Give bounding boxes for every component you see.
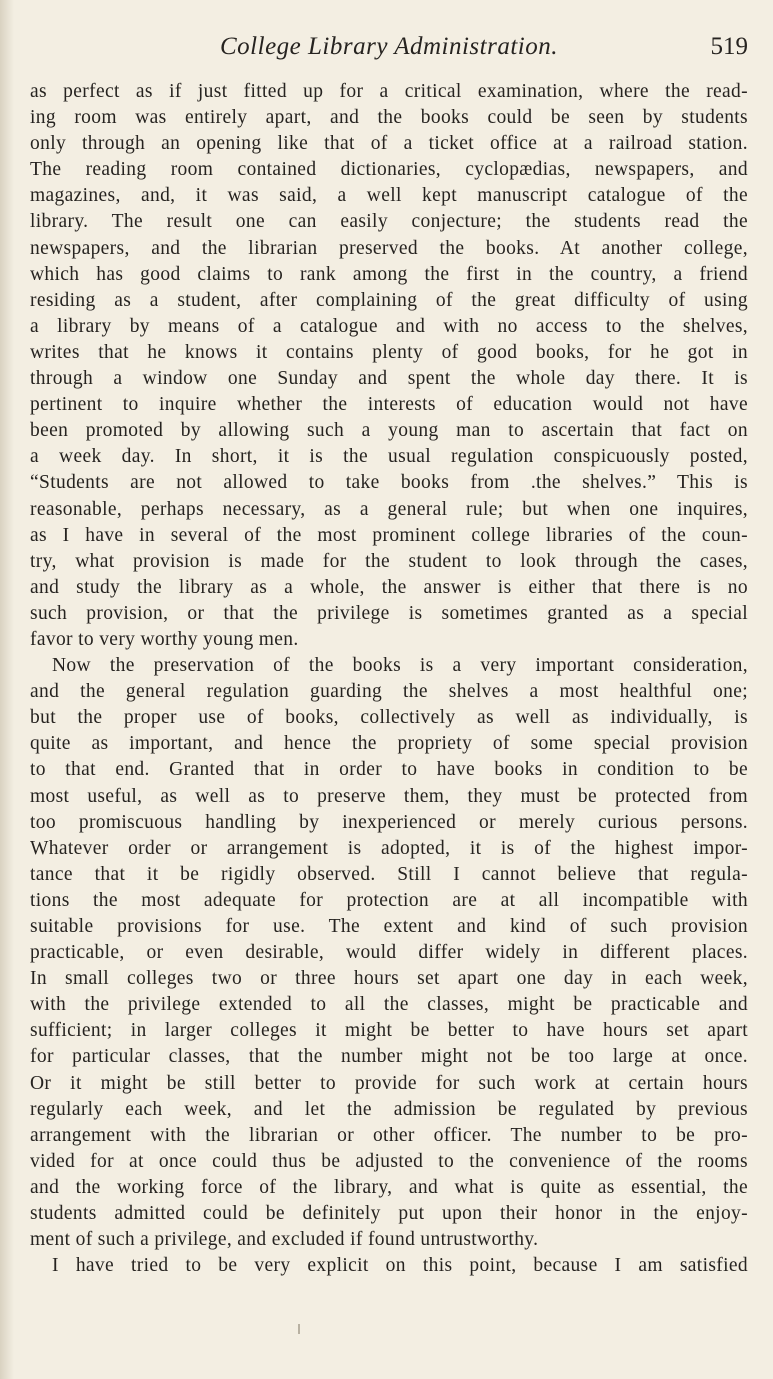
text-line: try, what provision is made for the student to look through the cases, [30, 550, 748, 572]
text-line: a week day. In short, it is the usual regulation conspicuously posted, [30, 446, 748, 468]
text-line: The reading room contained dictionaries, cyclopædias, newspapers, and [30, 159, 748, 181]
text-line: students admitted could be definitely put upon their honor in the enjoy- [30, 1203, 748, 1225]
page-header [30, 30, 748, 64]
text-line: regularly each week, and let the admission be regulated by previous [30, 1098, 748, 1120]
text-line: with the privilege extended to all the classes, might be practicable and [30, 994, 748, 1016]
gutter-shadow [0, 0, 14, 1379]
text-line: practicable, or even desirable, would differ widely in different places. [30, 942, 748, 964]
text-line: such provision, or that the privilege is sometimes granted as a special [30, 602, 748, 624]
text-line: library. The result one can easily conjecture; the students read the [30, 211, 748, 233]
text-line: only through an opening like that of a ticket office at a railroad station. [30, 133, 748, 155]
text-line: for particular classes, that the number might not be too large at once. [30, 1046, 748, 1068]
text-line: been promoted by allowing such a young man to ascertain that fact on [30, 420, 748, 442]
text-line: newspapers, and the librarian preserved the books. At another college, [30, 237, 748, 259]
text-line: reasonable, perhaps necessary, as a general rule; but when one inquires, [30, 498, 748, 520]
paragraph-end-line: favor to very worthy young men. [30, 628, 299, 650]
text-line: quite as important, and hence the propriety of some special provision [30, 733, 748, 755]
text-line: to that end. Granted that in order to have books in condition to be [30, 759, 748, 781]
text-line: tions the most adequate for protection are at all incompatible with [30, 889, 748, 911]
paragraph-end-line: ment of such a privilege, and excluded if found untrustworthy. [30, 1229, 539, 1251]
text-line: arrangement with the librarian or other officer. The number to be pro- [30, 1124, 748, 1146]
text-line: most useful, as well as to preserve them, they must be protected from [30, 785, 748, 807]
text-line: a library by means of a catalogue and with no access to the shelves, [30, 315, 748, 337]
page-number: 519 [710, 33, 748, 60]
text-line: magazines, and, it was said, a well kept manuscript catalogue of the [30, 185, 748, 207]
text-line: tance that it be rigidly observed. Still I cannot believe that regula- [30, 863, 748, 885]
paper-speck [298, 1324, 300, 1334]
text-line: through a window one Sunday and spent the whole day there. It is [30, 368, 748, 390]
text-line: residing as a student, after complaining of the great difficulty of using [30, 289, 748, 311]
text-line: In small colleges two or three hours set apart one day in each week, [30, 968, 748, 990]
text-line: but the proper use of books, collectively as well as individually, is [30, 707, 748, 729]
text-line: as I have in several of the most prominent college libraries of the coun- [30, 524, 748, 546]
text-line: as perfect as if just fitted up for a critical examination, where the read- [30, 81, 748, 102]
text-line: and study the library as a whole, the answer is either that there is no [30, 576, 748, 598]
text-line: and the general regulation guarding the shelves a most healthful one; [30, 681, 748, 703]
text-line: pertinent to inquire whether the interests of education would not have [30, 394, 748, 416]
text-line: Whatever order or arrangement is adopted, it is of the highest impor- [30, 837, 748, 859]
text-line: which has good claims to rank among the first in the country, a friend [30, 263, 748, 285]
text-line: sufficient; in larger colleges it might be better to have hours set apart [30, 1020, 748, 1042]
paragraph-start-line: Now the preservation of the books is a very important consideration, [52, 655, 748, 677]
paragraph-start-line: I have tried to be very explicit on this point, because I am satisfied [52, 1255, 748, 1277]
text-line: too promiscuous handling by inexperienced or merely curious persons. [30, 811, 748, 833]
text-line: suitable provisions for use. The extent and kind of such provision [30, 916, 748, 937]
text-line: Or it might be still better to provide for such work at certain hours [30, 1072, 748, 1094]
text-line: “Students are not allowed to take books from .the shelves.” This is [30, 472, 748, 494]
running-title: College Library Administration. [220, 33, 558, 60]
text-line: and the working force of the library, and what is quite as essential, the [30, 1176, 748, 1198]
text-line: ing room was entirely apart, and the books could be seen by students [30, 107, 748, 129]
text-line: vided for at once could thus be adjusted to the convenience of the rooms [30, 1150, 748, 1172]
body-text [30, 79, 748, 1279]
text-line: writes that he knows it contains plenty of good books, for he got in [30, 341, 748, 363]
